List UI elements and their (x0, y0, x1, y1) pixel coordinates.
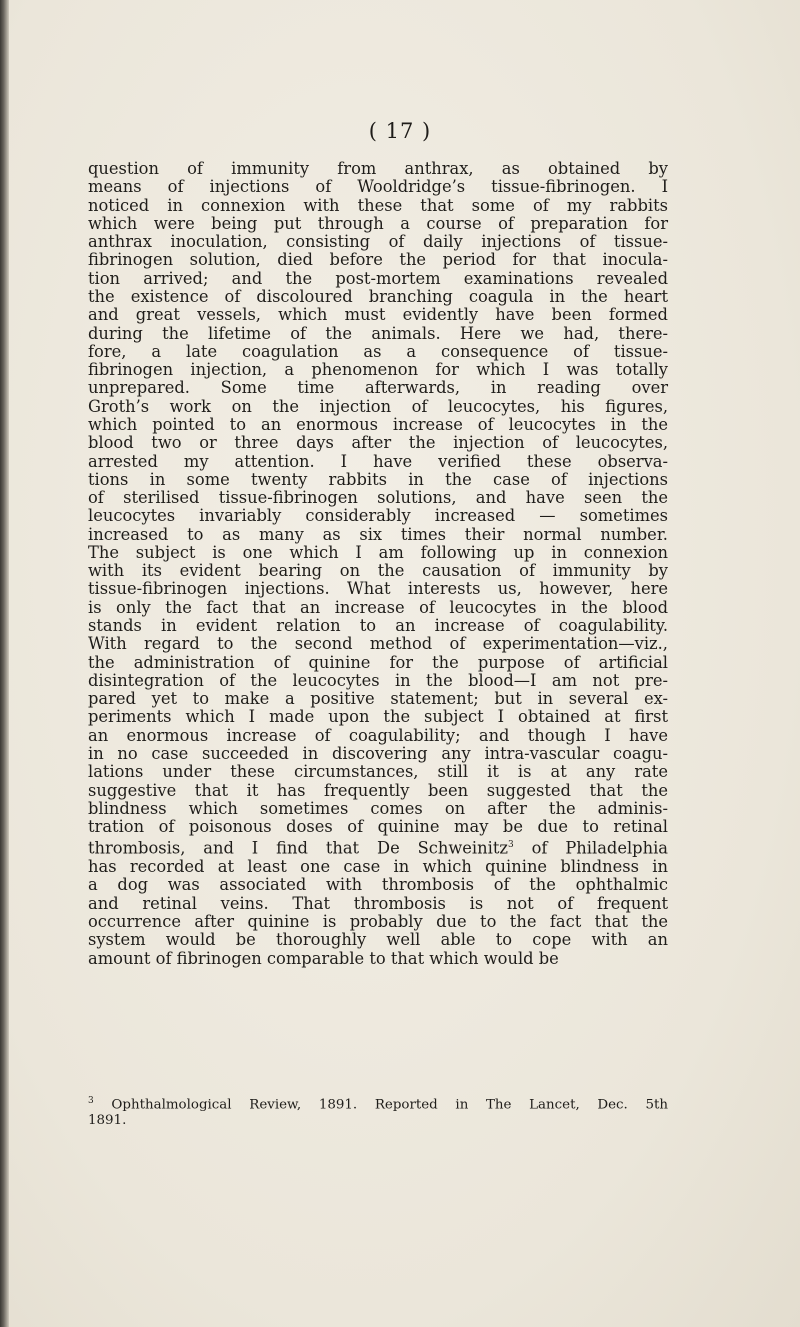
text-line: unprepared. Some time afterwards, in reading over (88, 378, 668, 398)
text-line: suggestive that it has frequently been suggested that the (88, 780, 668, 800)
text-line: during the lifetime of the animals. Here we had, there- (88, 323, 668, 343)
text-line: tissue-fibrinogen injections. What interests us, however, here (88, 579, 668, 599)
text-line: noticed in connexion with these that some of my rabbits (88, 195, 668, 215)
text-line: an enormous increase of coagulability; and though I have (88, 725, 668, 745)
text-line: periments which I made upon the subject I obtained at first (88, 707, 668, 727)
footnote (88, 1093, 668, 1129)
text-line: and retinal veins. That thrombosis is not of frequent (88, 893, 668, 913)
text-line: tions in some twenty rabbits in the case of injections (88, 469, 668, 489)
text-line: fore, a late coagulation as a consequence of tissue- (88, 341, 668, 361)
text-line: Groth’s work on the injection of leucocytes, his figures, (88, 396, 668, 416)
footnote-line: 1891. (88, 1113, 127, 1129)
text-line: the administration of quinine for the purpose of artificial (88, 652, 668, 672)
text-line: is only the fact that an increase of leucocytes in the blood (88, 597, 668, 617)
text-line: arrested my attention. I have verified these observa- (88, 451, 668, 471)
footnote-line: $^3$ Ophthalmological Review, 1891. Reported in The Lancet, Dec. 5th (88, 1096, 668, 1113)
text-line: system would be thoroughly well able to cope with an (88, 930, 668, 950)
text-line: question of immunity from anthrax, as obtained by (88, 159, 668, 178)
text-line: which pointed to an enormous increase of leucocytes in the (88, 414, 668, 434)
page-binding-edge (0, 0, 9, 1327)
text-line: has recorded at least one case in which quinine blindness in (88, 857, 668, 877)
text-line: disintegration of the leucocytes in the blood—I am not pre- (88, 670, 668, 690)
text-line: pared yet to make a positive statement; but in several ex- (88, 689, 668, 709)
text-line: fibrinogen solution, died before the period for that inocula- (88, 250, 668, 270)
text-line: occurrence after quinine is probably due to the fact that the (88, 911, 668, 931)
text-line: The subject is one which I am following up in connexion (88, 542, 668, 562)
body-text (88, 160, 668, 968)
text-line: tion arrived; and the post-mortem examinations revealed (88, 268, 668, 288)
text-line: With regard to the second method of experimentation—viz., (88, 634, 668, 654)
text-line: blood two or three days after the injection of leucocytes, (88, 433, 668, 453)
text-line: fibrinogen injection, a phenomenon for which I was totally (88, 360, 668, 380)
text-line: blindness which sometimes comes on after the adminis- (88, 798, 668, 818)
page-number: ( 17 ) (368, 119, 432, 143)
text-line: with its evident bearing on the causation of immunity by (88, 561, 668, 581)
text-line: and great vessels, which must evidently have been formed (88, 305, 668, 325)
text-line: stands in evident relation to an increase of coagulability. (88, 616, 668, 636)
text-line: a dog was associated with thrombosis of the ophthalmic (88, 875, 668, 895)
text-line: which were being put through a course of preparation for (88, 213, 668, 233)
text-line: increased to as many as six times their normal number. (88, 524, 668, 544)
text-line: of sterilised tissue-fibrinogen solutions, and have seen the (88, 488, 668, 508)
text-line: the existence of discoloured branching coagula in the heart (88, 286, 668, 306)
text-line: tration of poisonous doses of quinine may be due to retinal (88, 817, 668, 837)
text-line: amount of fibrinogen comparable to that which would be (88, 948, 559, 968)
text-line: leucocytes invariably considerably increased — sometimes (88, 506, 668, 526)
text-line: means of injections of Wooldridge’s tissue-fibrinogen. I (88, 177, 668, 197)
text-line: lations under these circumstances, still it is at any rate (88, 762, 668, 782)
text-line: in no case succeeded in discovering any intra-vascular coagu- (88, 744, 668, 763)
text-fragment: of Philadelphia (513, 838, 668, 858)
text-line: anthrax inoculation, consisting of daily injections of tissue- (88, 232, 668, 252)
text-line: thrombosis, and I find that De Schweinitz$^3$ of Philadelphia (88, 838, 668, 858)
footnote-mark: 3 (88, 1096, 94, 1106)
footnote-reference: 3 (507, 840, 514, 851)
